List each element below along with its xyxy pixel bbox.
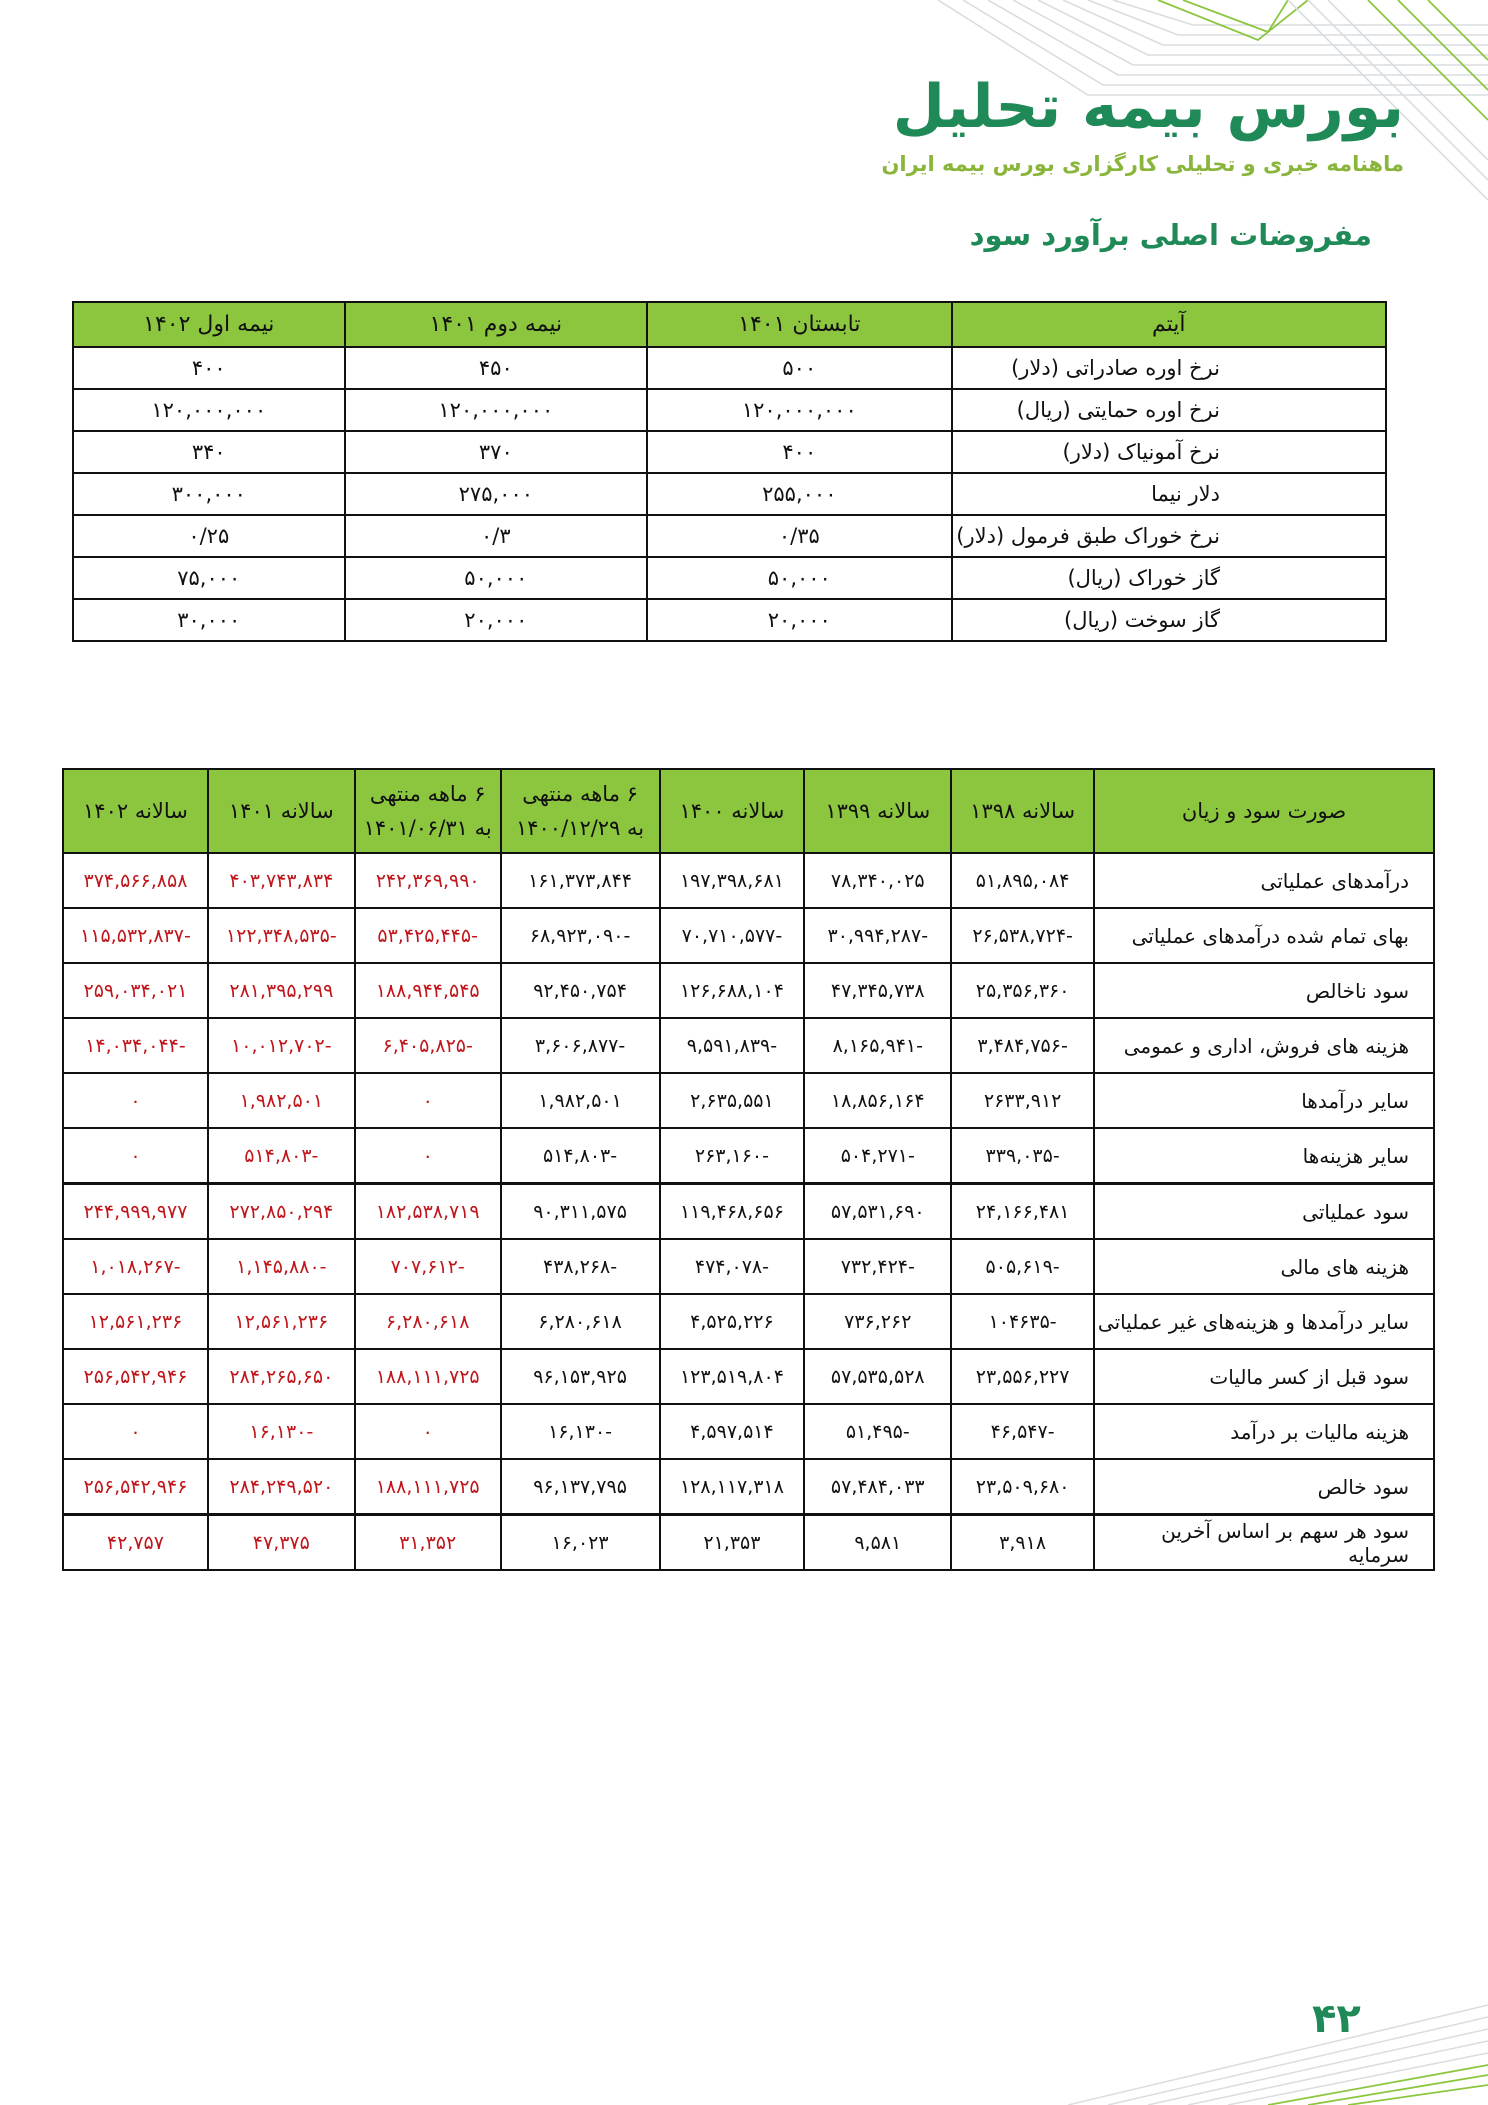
value-cell: ۹۰,۳۱۱,۵۷۵: [501, 1184, 660, 1240]
header-cell: نیمه اول ۱۴۰۲: [73, 302, 345, 347]
value-cell: ۱۲,۵۶۱,۲۳۶: [63, 1294, 208, 1349]
value-cell: ۹,۵۸۱: [804, 1515, 951, 1571]
value-cell: -۵۱۴,۸۰۳: [208, 1128, 355, 1184]
value-cell: -۵۰۴,۲۷۱: [804, 1128, 951, 1184]
value-cell: ۲۵۶,۵۴۲,۹۴۶: [63, 1349, 208, 1404]
value-cell: ۰/۲۵: [73, 515, 345, 557]
value-cell: ۲۵۵,۰۰۰: [647, 473, 951, 515]
value-cell: ۴۰۰: [73, 347, 345, 389]
value-cell: ۲۰,۰۰۰: [647, 599, 951, 641]
value-cell: ۲۵۹,۰۳۴,۰۲۱: [63, 963, 208, 1018]
table-row: [63, 853, 1434, 908]
value-cell: ۱,۹۸۲,۵۰۱: [208, 1073, 355, 1128]
value-cell: -۳۰,۹۹۴,۲۸۷: [804, 908, 951, 963]
value-cell: ۲۱,۳۵۳: [660, 1515, 805, 1571]
row-label: سایر درآمدها: [1094, 1073, 1434, 1128]
value-cell: ۲۵۶,۵۴۲,۹۴۶: [63, 1459, 208, 1515]
value-cell: -۹,۵۹۱,۸۳۹: [660, 1018, 805, 1073]
value-cell: ۱۶۱,۳۷۳,۸۴۴: [501, 853, 660, 908]
value-cell: ۱۲۸,۱۱۷,۳۱۸: [660, 1459, 805, 1515]
table-row: [73, 431, 1386, 473]
value-cell: ۵۰۰: [647, 347, 951, 389]
value-cell: -۴۶,۵۴۷: [951, 1404, 1094, 1459]
value-cell: ۲۴۲,۳۶۹,۹۹۰: [355, 853, 501, 908]
value-cell: ۳۱,۳۵۲: [355, 1515, 501, 1571]
value-cell: -۱۶,۱۳۰: [208, 1404, 355, 1459]
value-cell: -۲۶,۵۳۸,۷۲۴: [951, 908, 1094, 963]
value-cell: -۴۳۸,۲۶۸: [501, 1239, 660, 1294]
value-cell: ۱,۹۸۲,۵۰۱: [501, 1073, 660, 1128]
table-row: [73, 599, 1386, 641]
brand-subtitle: ماهنامه خبری و تحلیلی کارگزاری بورس بیمه ایران: [881, 152, 1404, 176]
value-cell: -۱۰,۰۱۲,۷۰۲: [208, 1018, 355, 1073]
value-cell: ۱۲۰,۰۰۰,۰۰۰: [345, 389, 647, 431]
value-cell: ۲۸۱,۳۹۵,۲۹۹: [208, 963, 355, 1018]
table-row: [63, 1184, 1434, 1240]
table-row: [63, 1349, 1434, 1404]
value-cell: -۶,۴۰۵,۸۲۵: [355, 1018, 501, 1073]
value-cell: -۳۳۹,۰۳۵: [951, 1128, 1094, 1184]
table-row: [63, 1073, 1434, 1128]
row-label: نرخ اوره حمایتی (ریال): [952, 389, 1386, 431]
row-label: درآمدهای عملیاتی: [1094, 853, 1434, 908]
row-label: گاز خوراک (ریال): [952, 557, 1386, 599]
header-line: سالانه ۱۴۰۲: [83, 799, 188, 823]
section-title: مفروضات اصلی برآورد سود: [969, 218, 1372, 252]
value-cell: ۲,۶۳۵,۵۵۱: [660, 1073, 805, 1128]
value-cell: -۷۳۲,۴۲۴: [804, 1239, 951, 1294]
value-cell: ۷۳۶,۲۶۲: [804, 1294, 951, 1349]
value-cell: ۲۳,۵۵۶,۲۲۷: [951, 1349, 1094, 1404]
value-cell: -۷۰,۷۱۰,۵۷۷: [660, 908, 805, 963]
row-label: گاز سوخت (ریال): [952, 599, 1386, 641]
table-row: [73, 515, 1386, 557]
value-cell: ۲۸۴,۲۴۹,۵۲۰: [208, 1459, 355, 1515]
header-cell: نیمه دوم ۱۴۰۱: [345, 302, 647, 347]
assumptions-header-row: [73, 302, 1386, 347]
value-cell: -۷۰۷,۶۱۲: [355, 1239, 501, 1294]
value-cell: -۵۱۴,۸۰۳: [501, 1128, 660, 1184]
value-cell: -۸,۱۶۵,۹۴۱: [804, 1018, 951, 1073]
header-cell: [1094, 769, 1434, 853]
value-cell: ۵۰,۰۰۰: [647, 557, 951, 599]
table-row: [63, 963, 1434, 1018]
value-cell: -۱,۰۱۸,۲۶۷: [63, 1239, 208, 1294]
row-label: سود خالص: [1094, 1459, 1434, 1515]
table-row: [73, 473, 1386, 515]
value-cell: ۳,۹۱۸: [951, 1515, 1094, 1571]
table-row: [63, 1294, 1434, 1349]
row-label: سود عملیاتی: [1094, 1184, 1434, 1240]
value-cell: ۷۸,۳۴۰,۰۲۵: [804, 853, 951, 908]
assumptions-table: [72, 301, 1387, 642]
row-label: دلار نیما: [952, 473, 1386, 515]
value-cell: ۵۰,۰۰۰: [345, 557, 647, 599]
row-label: سود هر سهم بر اساس آخرین سرمایه: [1094, 1515, 1434, 1571]
value-cell: ۴۵۰: [345, 347, 647, 389]
row-label: سایر درآمدها و هزینه‌های غیر عملیاتی: [1094, 1294, 1434, 1349]
value-cell: ۱۸,۸۵۶,۱۶۴: [804, 1073, 951, 1128]
header-line: سالانه ۱۳۹۸: [970, 799, 1076, 823]
value-cell: ۱۶,۰۲۳: [501, 1515, 660, 1571]
value-cell: ۱۲۰,۰۰۰,۰۰۰: [73, 389, 345, 431]
value-cell: ۲۶۳۳,۹۱۲: [951, 1073, 1094, 1128]
value-cell: ۳۷۴,۵۶۶,۸۵۸: [63, 853, 208, 908]
value-cell: ۹۲,۴۵۰,۷۵۴: [501, 963, 660, 1018]
table-row: [63, 1404, 1434, 1459]
value-cell: ۴۷,۳۴۵,۷۳۸: [804, 963, 951, 1018]
value-cell: ۲۵,۳۵۶,۳۶۰: [951, 963, 1094, 1018]
value-cell: -۵۳,۴۲۵,۴۴۵: [355, 908, 501, 963]
value-cell: ۴۲,۷۵۷: [63, 1515, 208, 1571]
header-line: ۶ ماهه منتهی: [369, 782, 486, 806]
header-line: سالانه ۱۴۰۱: [228, 799, 334, 823]
income-statement-table: [62, 768, 1435, 1571]
value-cell: ۱۲۳,۵۱۹,۸۰۴: [660, 1349, 805, 1404]
value-cell: -۱۱۵,۵۳۲,۸۳۷: [63, 908, 208, 963]
table-row: [63, 1515, 1434, 1571]
value-cell: ۹۶,۱۵۳,۹۲۵: [501, 1349, 660, 1404]
header-cell: [804, 769, 951, 853]
value-cell: ۱۲۶,۶۸۸,۱۰۴: [660, 963, 805, 1018]
header-cell: [501, 769, 660, 853]
value-cell: ۲۸۴,۲۶۵,۶۵۰: [208, 1349, 355, 1404]
value-cell: ۴۷,۳۷۵: [208, 1515, 355, 1571]
value-cell: ۰/۳۵: [647, 515, 951, 557]
header-line: سالانه ۱۴۰۰: [679, 799, 785, 823]
value-cell: ۵۱,۸۹۵,۰۸۴: [951, 853, 1094, 908]
header-line: به ۱۴۰۱/۰۶/۳۱: [363, 816, 492, 840]
table-row: [63, 1128, 1434, 1184]
value-cell: -۳,۴۸۴,۷۵۶: [951, 1018, 1094, 1073]
value-cell: ۹۶,۱۳۷,۷۹۵: [501, 1459, 660, 1515]
header-cell: [355, 769, 501, 853]
value-cell: -۱,۱۴۵,۸۸۰: [208, 1239, 355, 1294]
value-cell: -۳,۶۰۶,۸۷۷: [501, 1018, 660, 1073]
table-row: [73, 389, 1386, 431]
brand-header: [881, 72, 1404, 176]
value-cell: ۳۰,۰۰۰: [73, 599, 345, 641]
value-cell: ۰/۳: [345, 515, 647, 557]
value-cell: ۱۲۰,۰۰۰,۰۰۰: [647, 389, 951, 431]
row-label: سایر هزینه‌ها: [1094, 1128, 1434, 1184]
value-cell: -۱۶,۱۳۰: [501, 1404, 660, 1459]
value-cell: ۳۰۰,۰۰۰: [73, 473, 345, 515]
value-cell: ۱۸۸,۹۴۴,۵۴۵: [355, 963, 501, 1018]
value-cell: ۳۴۰: [73, 431, 345, 473]
value-cell: ۱۲,۵۶۱,۲۳۶: [208, 1294, 355, 1349]
header-line: به ۱۴۰۰/۱۲/۲۹: [515, 816, 645, 840]
value-cell: ۶,۲۸۰,۶۱۸: [501, 1294, 660, 1349]
row-label: هزینه های فروش، اداری و عمومی: [1094, 1018, 1434, 1073]
row-label: نرخ اوره صادراتی (دلار): [952, 347, 1386, 389]
value-cell: ۷۵,۰۰۰: [73, 557, 345, 599]
header-cell: تابستان ۱۴۰۱: [647, 302, 951, 347]
value-cell: ۰: [63, 1128, 208, 1184]
value-cell: ۲۰,۰۰۰: [345, 599, 647, 641]
value-cell: -۱۰۴۶۳۵: [951, 1294, 1094, 1349]
value-cell: -۶۸,۹۲۳,۰۹۰: [501, 908, 660, 963]
header-cell: [660, 769, 805, 853]
row-label: بهای تمام شده درآمدهای عملیاتی: [1094, 908, 1434, 963]
value-cell: ۰: [63, 1073, 208, 1128]
table-row: [73, 347, 1386, 389]
value-cell: ۰: [355, 1128, 501, 1184]
value-cell: ۲۴۴,۹۹۹,۹۷۷: [63, 1184, 208, 1240]
value-cell: ۱۸۲,۵۳۸,۷۱۹: [355, 1184, 501, 1240]
value-cell: -۱۴,۰۳۴,۰۴۴: [63, 1018, 208, 1073]
value-cell: ۱۱۹,۴۶۸,۶۵۶: [660, 1184, 805, 1240]
header-line: ۶ ماهه منتهی: [522, 782, 638, 806]
header-cell: آیتم: [952, 302, 1386, 347]
header-cell: [951, 769, 1094, 853]
value-cell: ۰: [355, 1073, 501, 1128]
row-label: سود قبل از کسر مالیات: [1094, 1349, 1434, 1404]
value-cell: ۴۰۰: [647, 431, 951, 473]
value-cell: ۵۷,۵۳۱,۶۹۰: [804, 1184, 951, 1240]
table-row: [73, 557, 1386, 599]
value-cell: ۴۰۳,۷۴۳,۸۳۴: [208, 853, 355, 908]
row-label: نرخ خوراک طبق فرمول (دلار): [952, 515, 1386, 557]
table-row: [63, 1239, 1434, 1294]
brand-logo-title: بورس بیمه تحلیل: [892, 72, 1404, 142]
value-cell: ۰: [355, 1404, 501, 1459]
value-cell: ۶,۲۸۰,۶۱۸: [355, 1294, 501, 1349]
value-cell: -۵۰۵,۶۱۹: [951, 1239, 1094, 1294]
header-cell: [208, 769, 355, 853]
header-cell: [63, 769, 208, 853]
corner-line-pattern-bottom: [1068, 1985, 1488, 2105]
value-cell: ۴,۵۹۷,۵۱۴: [660, 1404, 805, 1459]
value-cell: ۵۷,۵۳۵,۵۲۸: [804, 1349, 951, 1404]
row-label: هزینه های مالی: [1094, 1239, 1434, 1294]
value-cell: -۵۱,۴۹۵: [804, 1404, 951, 1459]
value-cell: ۰: [63, 1404, 208, 1459]
value-cell: ۳۷۰: [345, 431, 647, 473]
row-label: نرخ آمونیاک (دلار): [952, 431, 1386, 473]
value-cell: ۱۹۷,۳۹۸,۶۸۱: [660, 853, 805, 908]
row-label: هزینه مالیات بر درآمد: [1094, 1404, 1434, 1459]
table-row: [63, 1459, 1434, 1515]
value-cell: ۱۸۸,۱۱۱,۷۲۵: [355, 1349, 501, 1404]
value-cell: -۲۶۳,۱۶۰: [660, 1128, 805, 1184]
value-cell: ۵۷,۴۸۴,۰۳۳: [804, 1459, 951, 1515]
value-cell: ۲۷۲,۸۵۰,۲۹۴: [208, 1184, 355, 1240]
value-cell: ۲۳,۵۰۹,۶۸۰: [951, 1459, 1094, 1515]
header-line: سالانه ۱۳۹۹: [825, 799, 931, 823]
row-label: سود ناخالص: [1094, 963, 1434, 1018]
value-cell: ۲۷۵,۰۰۰: [345, 473, 647, 515]
table-row: [63, 1018, 1434, 1073]
income-header-row: [63, 769, 1434, 853]
value-cell: -۴۷۴,۰۷۸: [660, 1239, 805, 1294]
table-row: [63, 908, 1434, 963]
header-line: صورت سود و زیان: [1181, 799, 1347, 823]
value-cell: ۱۸۸,۱۱۱,۷۲۵: [355, 1459, 501, 1515]
value-cell: ۴,۵۲۵,۲۲۶: [660, 1294, 805, 1349]
value-cell: ۲۴,۱۶۶,۴۸۱: [951, 1184, 1094, 1240]
page-number: ۴۲: [1312, 1996, 1361, 2042]
value-cell: -۱۲۲,۳۴۸,۵۳۵: [208, 908, 355, 963]
